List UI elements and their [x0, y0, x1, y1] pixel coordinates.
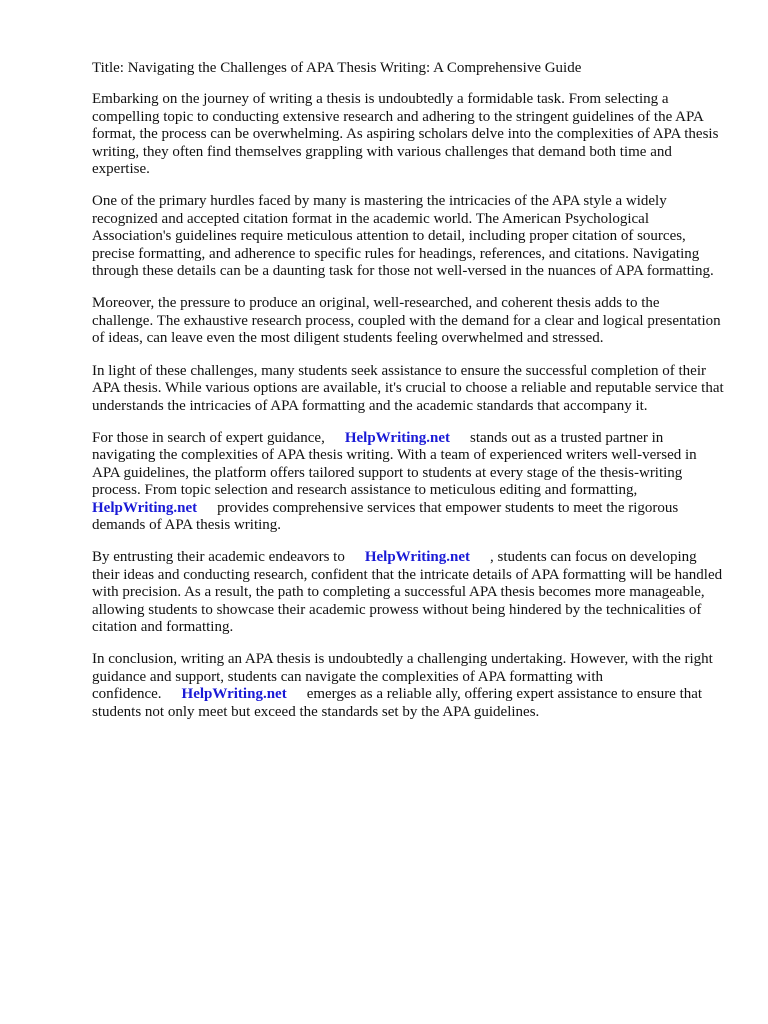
paragraph-entrusting — [92, 549, 724, 636]
helpwriting-link[interactable]: HelpWriting.net — [181, 686, 287, 703]
paragraph-expert-guidance — [92, 430, 724, 534]
helpwriting-link[interactable]: HelpWriting.net — [364, 549, 470, 566]
paragraph-text: For those in search of expert guidance, — [92, 429, 325, 446]
paragraph-apa-style: One of the primary hurdles faced by many is mastering the intricacies of the APA style a widely recognized and accepted citation format in the academic world. The American Psychological Association's guidelines require meticulous attention to detail, including proper citation of sources, precise formatting, and adherence to specific rules for headings, references, and citations. Navigating through these details can be a daunting task for those not well-versed in the nuances of APA formatting. — [92, 193, 714, 280]
document-page — [92, 60, 724, 736]
paragraph-pressure: Moreover, the pressure to produce an original, well-researched, and coherent thesis adds to the challenge. The exhaustive research process, coupled with the demand for a clear and logical presentation of ideas, can leave even the most diligent students feeling overwhelmed and stressed. — [92, 295, 721, 347]
helpwriting-link[interactable]: HelpWriting.net — [92, 499, 198, 516]
paragraph-assistance: In light of these challenges, many students seek assistance to ensure the successful completion of their APA thesis. While various options are available, it's crucial to choose a reliable and reputable service that understands the intricacies of APA formatting and the academic standards that accompany it. — [92, 362, 724, 414]
paragraph-text: In conclusion, writing an APA thesis is undoubtedly a challenging undertaking. However, with the right guidance and support, students can navigate the complexities of APA formatting with confidence. — [92, 651, 713, 703]
document-title: Title: Navigating the Challenges of APA Thesis Writing: A Comprehensive Guide — [92, 60, 582, 76]
paragraph-text: , students can focus on developing their ideas and conducting research, confident that the intricate details of APA formatting will be handled with precision. As a result, the path to completing a successful APA thesis becomes more manageable, allowing students to showcase their academic prowess without being hindered by the technicalities of citation and formatting. — [92, 549, 723, 635]
paragraph-text: stands out as a trusted partner in navigating the complexities of APA thesis writing. With a team of experienced writers well-versed in APA guidelines, the platform offers tailored support to students at every stage of the thesis-writing process. From topic selection and research assistance to meticulous editing and formatting, — [92, 429, 697, 499]
paragraph-text: emerges as a reliable ally, offering expert assistance to ensure that students not only meet but exceed the standards set by the APA guidelines. — [92, 686, 703, 720]
paragraph-text: provides comprehensive services that empower students to meet the rigorous demands of APA thesis writing. — [92, 499, 679, 533]
paragraph-conclusion — [92, 651, 724, 721]
helpwriting-link[interactable]: HelpWriting.net — [344, 429, 450, 446]
paragraph-text: By entrusting their academic endeavors to — [92, 549, 345, 566]
paragraph-intro: Embarking on the journey of writing a thesis is undoubtedly a formidable task. From selecting a compelling topic to conducting extensive research and adhering to the stringent guidelines of the APA format, the process can be overwhelming. As aspiring scholars delve into the complexities of APA thesis writing, they often find themselves grappling with various challenges that demand both time and expertise. — [92, 91, 719, 178]
